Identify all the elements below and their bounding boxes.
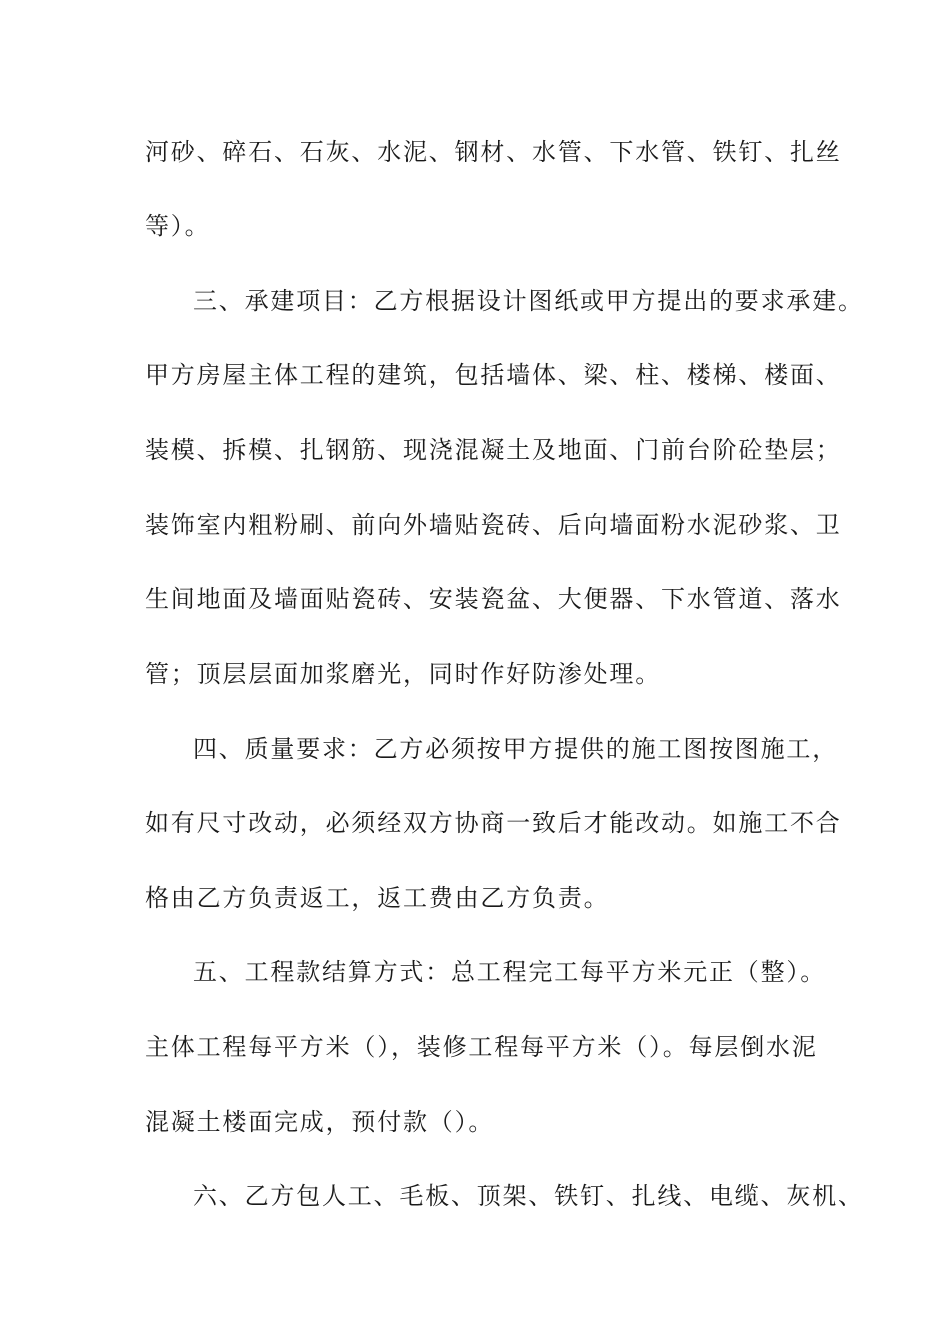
text-line-5: 装模、拆模、扎钢筋、现浇混凝土及地面、门前台阶砼垫层；	[145, 436, 842, 464]
text-line-1: 河砂、碎石、石灰、水泥、钢材、水管、下水管、铁钉、扎丝	[145, 138, 842, 166]
text-line-14: 混凝土楼面完成，预付款（）。	[145, 1108, 495, 1136]
text-line-6: 装饰室内粗粉刷、前向外墙贴瓷砖、后向墙面粉水泥砂浆、卫	[145, 511, 842, 539]
text-line-10: 如有尺寸改动，必须经双方协商一致后才能改动。如施工不合	[145, 809, 842, 837]
text-line-13: 主体工程每平方米（），装修工程每平方米（）。每层倒水泥	[145, 1033, 818, 1061]
section-3-heading-line: 三、承建项目：乙方根据设计图纸或甲方提出的要求承建。	[193, 287, 864, 315]
section-4-heading-line: 四、质量要求：乙方必须按甲方提供的施工图按图施工，	[193, 735, 838, 763]
text-line-2: 等）。	[145, 212, 211, 240]
section-5-heading-line: 五、工程款结算方式：总工程完工每平方米元正（整）。	[193, 958, 826, 986]
text-line-4: 甲方房屋主体工程的建筑，包括墙体、梁、柱、楼梯、楼面、	[145, 361, 842, 389]
text-line-11: 格由乙方负责返工，返工费由乙方负责。	[145, 884, 610, 912]
text-line-7: 生间地面及墙面贴瓷砖、安装瓷盆、大便器、下水管道、落水	[145, 585, 842, 613]
text-line-8: 管；顶层层面加浆磨光，同时作好防渗处理。	[145, 660, 661, 688]
section-6-heading-line: 六、乙方包人工、毛板、顶架、铁钉、扎线、电缆、灰机、	[193, 1182, 864, 1210]
